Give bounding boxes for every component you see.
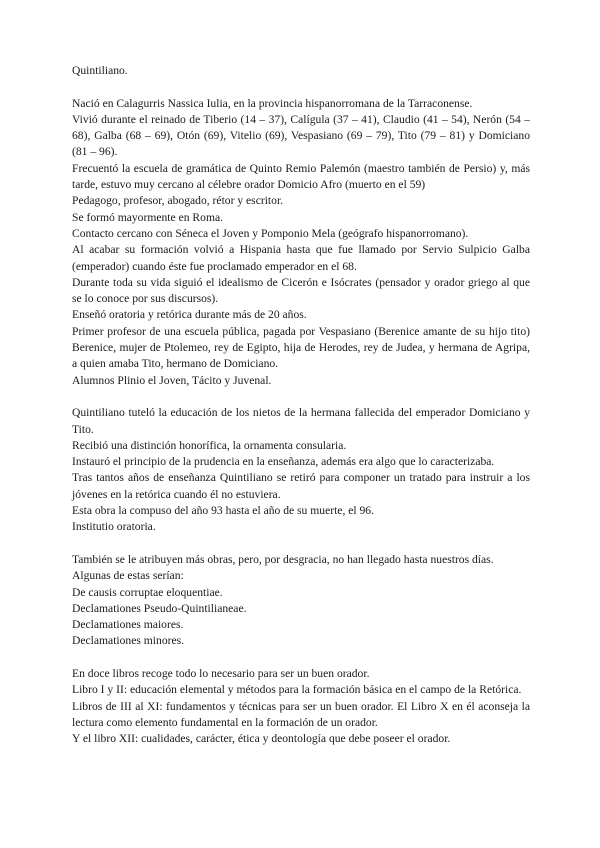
paragraph: Libros de III al XI: fundamentos y técnicas para ser un buen orador. El Libro X en él aconseja la lectura como elemento fundamental en la formación de un orador. bbox=[72, 699, 530, 729]
list-item: Declamationes minores. bbox=[72, 634, 185, 648]
paragraph: Durante toda su vida siguió el idealismo de Cicerón e Isócrates (pensador y orador griego al que se lo conoce por sus discursos). bbox=[72, 275, 530, 306]
list-item: De causis corruptae eloquentiae. bbox=[72, 585, 223, 599]
paragraph: Se formó mayormente en Roma. bbox=[72, 210, 224, 224]
paragraph-gap bbox=[72, 536, 530, 552]
paragraph: Contacto cercano con Séneca el Joven y Pomponio Mela (geógrafo hispanorromano). bbox=[72, 226, 469, 240]
paragraph-gap bbox=[72, 389, 530, 405]
document-page bbox=[72, 63, 530, 747]
list-item: Declamationes maiores. bbox=[72, 618, 184, 632]
paragraph: Quintiliano tuteló la educación de los nietos de la hermana fallecida del emperador Domiciano y Tito. bbox=[72, 406, 530, 436]
paragraph: Frecuentó la escuela de gramática de Quinto Remio Palemón (maestro también de Persio) y, más tarde, estuvo muy cercano al célebre orador Domicio Afro (muerto en el 59) bbox=[72, 161, 530, 192]
paragraph: Alumnos Plinio el Joven, Tácito y Juvenal. bbox=[72, 373, 272, 387]
list-item: Declamationes Pseudo-Quintilianeae. bbox=[72, 601, 247, 615]
document-title: Quintiliano. bbox=[72, 64, 128, 77]
paragraph: También se le atribuyen más obras, pero, por desgracia, no han llegado hasta nuestros días. bbox=[72, 552, 494, 566]
paragraph: Primer profesor de una escuela pública, pagada por Vespasiano (Berenice amante de su hijo tito) Berenice, mujer de Ptolemeo, rey de Egipto, hija de Herodes, rey de Judea, y hermana de Agripa, a quien amaba Tito, hermano de Domiciano. bbox=[72, 324, 530, 371]
paragraph: Algunas de estas serían: bbox=[72, 569, 184, 583]
paragraph-gap bbox=[72, 79, 530, 95]
paragraph: Tras tantos años de enseñanza Quintiliano se retiró para componer un tratado para instruir a los jóvenes en la retórica cuando él no estuviera. bbox=[72, 471, 530, 501]
paragraph: Pedagogo, profesor, abogado, rétor y escritor. bbox=[72, 194, 284, 208]
paragraph: Y el libro XII: cualidades, carácter, ética y deontología que debe poseer el orador. bbox=[72, 732, 451, 746]
paragraph-gap bbox=[72, 650, 530, 666]
paragraph: Enseñó oratoria y retórica durante más de 20 años. bbox=[72, 308, 307, 322]
paragraph: En doce libros recoge todo lo necesario para ser un buen orador. bbox=[72, 666, 370, 680]
paragraph: Libro I y II: educación elemental y métodos para la formación básica en el campo de la Retórica. bbox=[72, 683, 522, 697]
paragraph: Vivió durante el reinado de Tiberio (14 – 37), Calígula (37 – 41), Claudio (41 – 54), Nerón (54 – 68), Galba (68 – 69), Otón (69), Vitelio (69), Vespasiano (69 – 79), Tito (79 – 81) y Domiciano (81 – 96). bbox=[72, 112, 530, 159]
paragraph: Institutio oratoria. bbox=[72, 520, 156, 534]
paragraph: Esta obra la compuso del año 93 hasta el año de su muerte, el 96. bbox=[72, 504, 374, 518]
paragraph: Nació en Calagurris Nassica Iulia, en la provincia hispanorromana de la Tarraconense. bbox=[72, 96, 473, 110]
paragraph: Al acabar su formación volvió a Hispania hasta que fue llamado por Servio Sulpicio Galba (emperador) cuando éste fue proclamado emperador en el 68. bbox=[72, 243, 530, 273]
paragraph: Recibió una distinción honorífica, la ornamenta consularia. bbox=[72, 438, 347, 452]
paragraph: Instauró el principio de la prudencia en la enseñanza, además era algo que lo caracterizaba. bbox=[72, 455, 495, 469]
